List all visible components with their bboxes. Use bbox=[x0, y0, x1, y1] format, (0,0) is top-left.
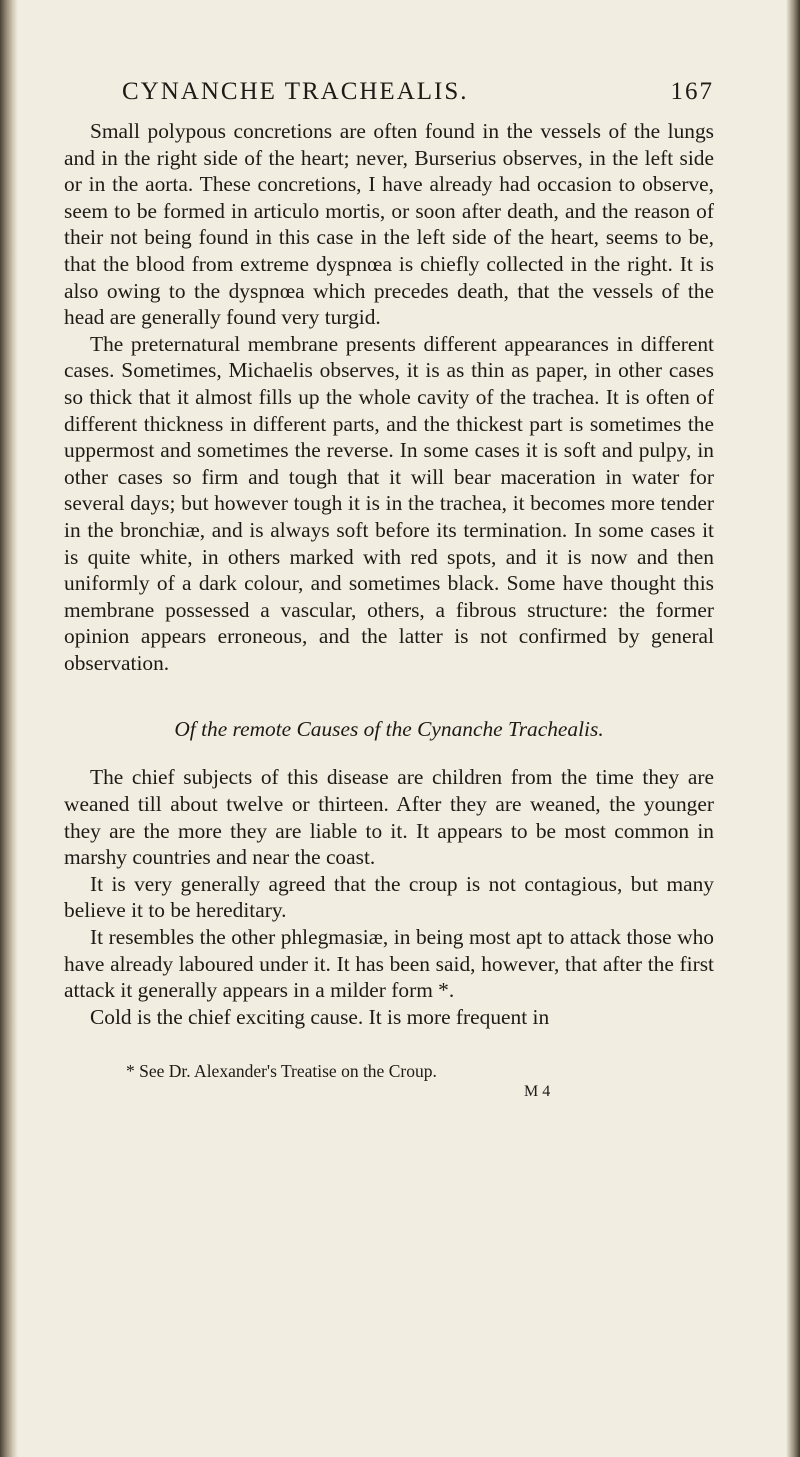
binding-shadow bbox=[0, 0, 18, 1457]
book-page bbox=[64, 78, 714, 1102]
running-title: CYNANCHE TRACHEALIS. bbox=[122, 78, 469, 105]
paragraph: It is very generally agreed that the croup is not contagious, but many believe it to be hereditary. bbox=[64, 871, 714, 923]
paragraph: It resembles the other phlegmasiæ, in being most apt to attack those who have already laboured under it. It has been said, however, that after the first attack it generally appears in a milder form *. bbox=[64, 925, 714, 1003]
body-text bbox=[64, 118, 714, 1030]
signature-mark: M 4 bbox=[524, 1083, 551, 1101]
paragraph: The preternatural membrane presents different appearances in different cases. Sometimes, Michaelis observes, it is as thin as paper, in other cases so thick that it almost fills up the whole cavity of the trachea. It is often of different thickness in different parts, and the thickest part is sometimes the uppermost and sometimes the reverse. In some cases it is soft and pulpy, in other cases so firm and tough that it will bear maceration in water for several days; but however tough it is in the trachea, it becomes more tender in the bronchiæ, and is always soft before its termination. In some cases it is quite white, in others marked with red spots, and it is now and then uniformly of a dark colour, and sometimes black. Some have thought this membrane possessed a vascular, others, a fibrous structure: the former opinion appears erroneous, and the latter is not confirmed by general observation. bbox=[64, 331, 714, 675]
paragraph: The chief subjects of this disease are children from the time they are weaned till about twelve or thirteen. After they are weaned, the younger they are the more they are liable to it. It appears to be most common in marshy countries and near the coast. bbox=[64, 765, 714, 870]
page-edge-shadow bbox=[786, 0, 800, 1457]
paragraph: Cold is the chief exciting cause. It is more frequent in bbox=[90, 1004, 550, 1029]
running-head bbox=[64, 78, 714, 118]
section-heading: Of the remote Causes of the Cynanche Trachealis. bbox=[174, 717, 604, 742]
page-number: 167 bbox=[670, 78, 714, 105]
footnote: * See Dr. Alexander's Treatise on the Croup. bbox=[126, 1061, 437, 1082]
paragraph: Small polypous concretions are often found in the vessels of the lungs and in the right side of the heart; never, Burserius observes, in the left side or in the aorta. These concretions, I have already had occasion to observe, seem to be formed in articulo mortis, or soon after death, and the reason of their not being found in this case in the left side of the heart, seems to be, that the blood from extreme dyspnœa is chiefly collected in the right. It is also owing to the dyspnœa which precedes death, that the vessels of the head are generally found very turgid. bbox=[64, 119, 714, 330]
